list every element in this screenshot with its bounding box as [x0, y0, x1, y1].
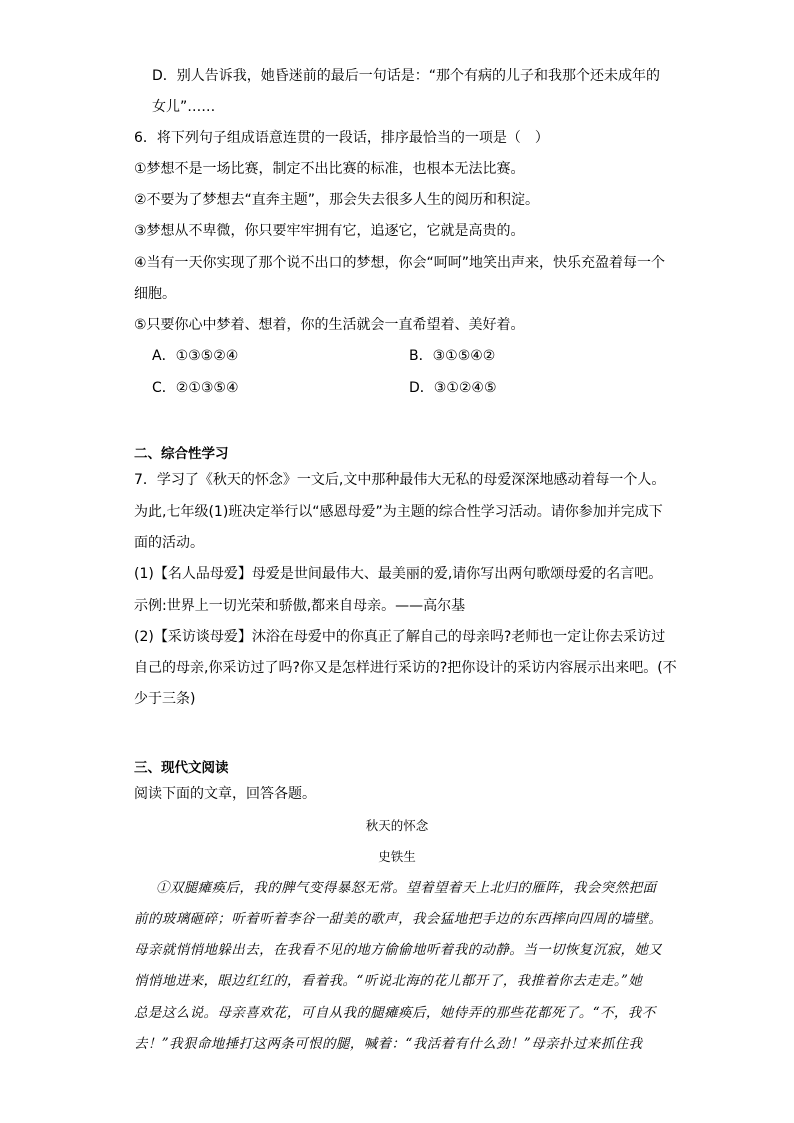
- article-paragraph-1-line4: 悄悄地进来，眼边红红的，看着我。“听说北海的花儿都开了，我推着你去走走。”她: [134, 973, 643, 989]
- question-6-sentence-1: ①梦想不是一场比赛，制定不出比赛的标准，也根本无法比赛。: [134, 161, 525, 177]
- question-6-option-b: B．③①⑤④②: [409, 348, 496, 364]
- question-6-stem: 6．将下列句子组成语意连贯的一段话，排序最恰当的一项是（ ）: [134, 130, 549, 146]
- question-7-example: 示例:世界上一切光荣和骄傲,都来自母亲。——高尔基: [134, 598, 466, 614]
- question-5-option-d-line1: D．别人告诉我，她昏迷前的最后一句话是：“那个有病的儿子和我那个还未成年的: [152, 68, 661, 84]
- question-6-sentence-4-line1: ④当有一天你实现了那个说不出口的梦想，你会“呵呵”地笑出声来，快乐充盈着每一个: [134, 255, 666, 271]
- question-6-sentence-3: ③梦想从不卑微，你只要牢牢拥有它，追逐它，它就是高贵的。: [134, 223, 525, 239]
- article-paragraph-1-line3: 母亲就悄悄地躲出去，在我看不见的地方偷偷地听着我的动静。当一切恢复沉寂，她又: [134, 942, 663, 958]
- article-paragraph-1-line5: 总是这么说。母亲喜欢花，可自从我的腿瘫痪后，她侍弄的那些花都死了。“不，我不: [134, 1005, 656, 1021]
- question-7-part-2-line1: (2)【采访谈母爱】沐浴在母爱中的你真正了解自己的母亲吗?老师也一定让你去采访过: [134, 629, 666, 645]
- article-paragraph-1-line6: 去！”我狠命地捶打这两条可恨的腿，喊着：“我活着有什么劲！”母亲扑过来抓住我: [134, 1036, 643, 1052]
- question-7-line3: 面的活动。: [134, 535, 204, 551]
- question-7-line1: 7．学习了《秋天的怀念》一文后,文中那种最伟大无私的母爱深深地感动着每一个人。: [134, 472, 666, 488]
- question-7-line2: 为此,七年级(1)班决定举行以“感恩母爱”为主题的综合性学习活动。请你参加并完成下: [134, 504, 663, 520]
- question-7-part-1: (1)【名人品母爱】母爱是世间最伟大、最美丽的爱,请你写出两句歌颂母爱的名言吧。: [134, 566, 663, 582]
- question-6-option-d: D．③①②④⑤: [409, 380, 497, 396]
- article-title: 秋天的怀念: [365, 818, 429, 833]
- article-paragraph-1-line2: 前的玻璃砸碎；听着听着李谷一甜美的歌声，我会猛地把手边的东西摔向四周的墙壁。: [134, 911, 663, 927]
- question-6-sentence-4-line2: 细胞。: [134, 286, 176, 302]
- article-author: 史铁生: [378, 849, 416, 864]
- question-7-part-2-line2: 自己的母亲,你采访过了吗?你又是怎样进行采访的?把你设计的采访内容展示出来吧。(不: [134, 660, 677, 676]
- question-6-sentence-5: ⑤只要你心中梦着、想着，你的生活就会一直希望着、美好着。: [134, 317, 525, 333]
- question-7-part-2-line3: 少于三条): [134, 691, 196, 707]
- reading-instruction: 阅读下面的文章，回答各题。: [134, 786, 316, 802]
- section-3-heading: 三、现代文阅读: [134, 760, 229, 776]
- question-5-option-d-line2: 女儿”……: [152, 99, 216, 115]
- article-paragraph-1-line1: ①双腿瘫痪后，我的脾气变得暴怒无常。望着望着天上北归的雁阵，我会突然把面: [156, 880, 657, 896]
- question-6-sentence-2: ②不要为了梦想去“直奔主题”，那会失去很多人生的阅历和积淀。: [134, 192, 540, 208]
- question-6-option-a: A．①③⑤②④: [152, 348, 239, 364]
- section-2-heading: 二、综合性学习: [134, 446, 229, 462]
- question-6-option-c: C．②①③⑤④: [152, 380, 239, 396]
